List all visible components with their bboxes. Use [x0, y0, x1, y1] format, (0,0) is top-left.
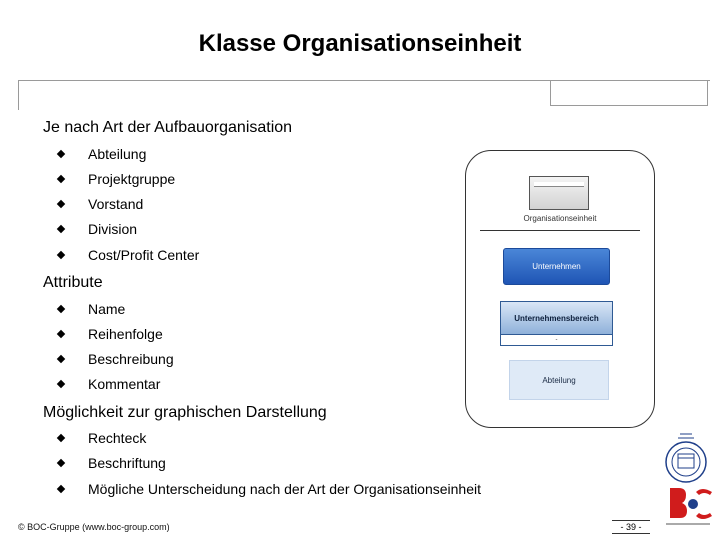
- list-item: Projektgruppe: [58, 171, 175, 187]
- bullet-icon: [57, 251, 65, 259]
- list-item: Vorstand: [58, 196, 143, 212]
- list-item: Beschreibung: [58, 351, 174, 367]
- unternehmensbereich-label: Unternehmensbereich: [501, 302, 612, 334]
- org-unit-label: Organisationseinheit: [523, 214, 597, 223]
- abteilung-symbol: Abteilung: [509, 360, 609, 400]
- slide-title: Klasse Organisationseinheit: [198, 30, 522, 57]
- list-item: Rechteck: [58, 430, 146, 446]
- bullet-icon: [57, 330, 65, 338]
- frame-line-notch: [550, 80, 551, 106]
- bullet-icon: [57, 434, 65, 442]
- bullet-icon: [57, 200, 65, 208]
- bullet-icon: [57, 380, 65, 388]
- org-unit-symbol: [529, 176, 589, 210]
- list-item: Name: [58, 301, 125, 317]
- bullet-icon: [57, 459, 65, 467]
- section-heading-darstellung: Möglichkeit zur graphischen Darstellung: [43, 404, 327, 421]
- bullet-icon: [57, 355, 65, 363]
- title-divider: [18, 80, 710, 81]
- list-item: Mögliche Unterscheidung nach der Art der Organisationseinheit: [58, 481, 481, 497]
- list-item: Beschriftung: [58, 455, 166, 471]
- list-item: Cost/Profit Center: [58, 247, 199, 263]
- diagram-divider: [480, 230, 640, 231]
- bullet-icon: [57, 305, 65, 313]
- bullet-icon: [57, 175, 65, 183]
- unternehmen-symbol: Unternehmen: [503, 248, 610, 285]
- list-item: Kommentar: [58, 376, 160, 392]
- list-item: Reihenfolge: [58, 326, 163, 342]
- frame-line-right-edge: [707, 80, 708, 106]
- frame-line-left: [18, 80, 19, 110]
- section-heading-attribute: Attribute: [43, 274, 103, 291]
- bullet-icon: [57, 485, 65, 493]
- frame-line-right: [550, 105, 708, 106]
- list-item: Abteilung: [58, 146, 146, 162]
- bullet-icon: [57, 150, 65, 158]
- university-boc-logo: [656, 432, 716, 528]
- section-heading-aufbauorganisation: Je nach Art der Aufbauorganisation: [43, 119, 293, 136]
- page-number: - 39 -: [612, 520, 650, 534]
- bullet-icon: [57, 225, 65, 233]
- list-item: Division: [58, 221, 137, 237]
- unternehmensbereich-symbol: [500, 301, 613, 346]
- footer-copyright: © BOC-Gruppe (www.boc-group.com): [18, 522, 170, 532]
- unternehmensbereich-footer: -: [555, 337, 558, 343]
- org-unit-symbol-header: [534, 182, 584, 187]
